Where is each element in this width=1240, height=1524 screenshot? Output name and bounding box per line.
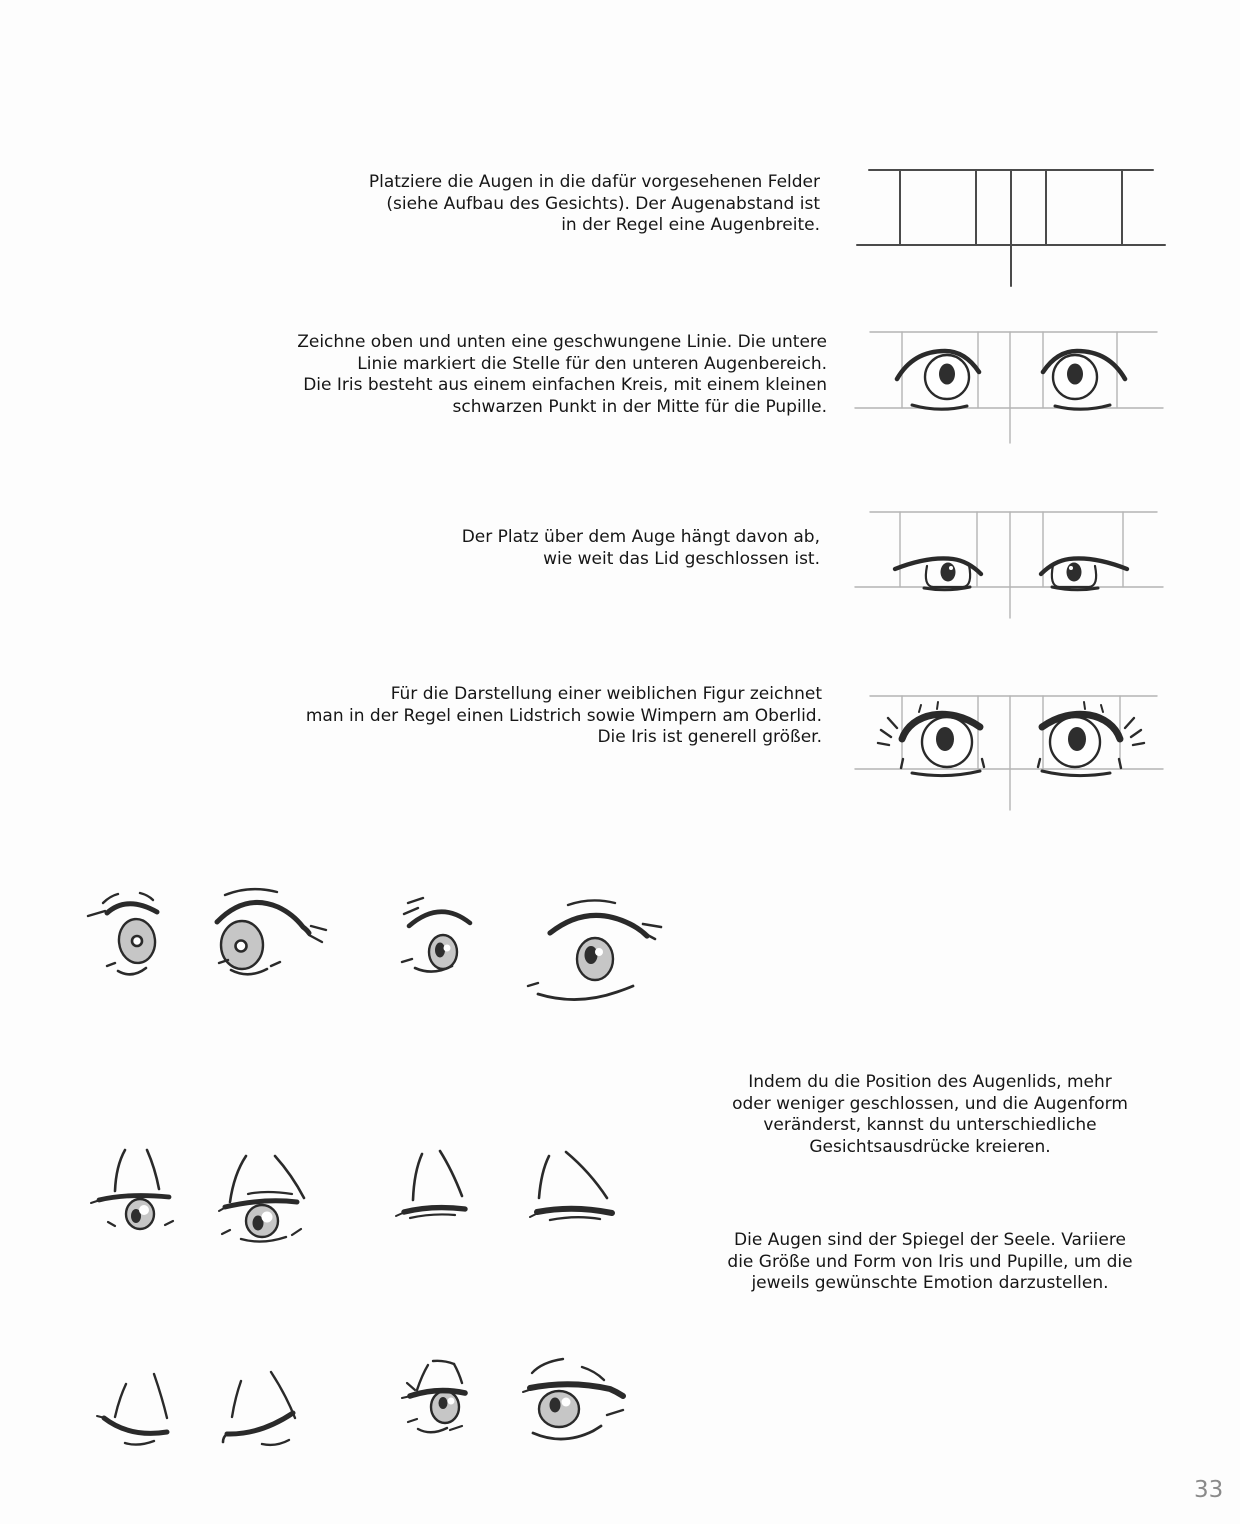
text-line: schwarzen Punkt in der Mitte für die Pupille. (452, 396, 827, 417)
text-line: Indem du die Position des Augenlids, mehr (748, 1072, 1112, 1092)
text-line: Gesichtsausdrücke kreieren. (809, 1136, 1051, 1157)
figure-lid-eye-3 (392, 1146, 477, 1226)
figure-basic-eyes (853, 325, 1173, 450)
caption-expressions (701, 1072, 1159, 1158)
text-line: Zeichne oben und unten eine geschwungene Linie. Die untere (297, 332, 827, 352)
text-line: Der Platz über dem Auge hängt davon ab, (461, 527, 820, 547)
figure-emotion-eye-1 (92, 1366, 182, 1451)
text-line: Linie markiert die Stelle für den unteren Augenbereich. (357, 353, 827, 374)
figure-expression-eye-4 (520, 893, 670, 1013)
figure-half-closed-eyes (853, 502, 1173, 627)
text-line: Platziere die Augen in die dafür vorgesehenen Felder (368, 172, 820, 192)
text-line: jeweils gewünschte Emotion darzustellen. (751, 1273, 1109, 1293)
page-number: 33 (1194, 1477, 1224, 1503)
text-line: in der Regel eine Augenbreite. (561, 215, 820, 235)
caption-eye-placement (369, 172, 820, 237)
text-line: veränderst, kannst du unterschiedliche (763, 1115, 1097, 1135)
caption-female-eyes (306, 684, 822, 749)
figure-expression-eye-1 (82, 885, 192, 990)
text-line: Die Augen sind der Spiegel der Seele. Variiere (734, 1230, 1126, 1250)
figure-emotion-eye-2 (210, 1364, 305, 1449)
caption-curved-lines (297, 332, 827, 418)
figure-lid-eye-1 (88, 1142, 183, 1242)
figure-lid-eye-2 (218, 1148, 318, 1253)
text-line: die Größe und Form von Iris und Pupille, um die (727, 1251, 1133, 1272)
text-line: oder weniger geschlossen, und die Augenform (732, 1093, 1128, 1114)
figure-emotion-eye-4 (516, 1352, 631, 1452)
text-line: (siehe Aufbau des Gesichts). Der Augenabstand ist (386, 193, 820, 214)
figure-female-eyes (853, 685, 1173, 825)
figure-face-proportion-grid (850, 160, 1175, 295)
text-line: man in der Regel einen Lidstrich sowie Wimpern am Oberlid. (305, 705, 822, 726)
figure-lid-eye-4 (528, 1146, 623, 1231)
figure-expression-eye-3 (395, 890, 485, 985)
text-line: wie weit das Lid geschlossen ist. (543, 548, 820, 569)
caption-lid-space (462, 527, 820, 570)
figure-emotion-eye-3 (398, 1355, 478, 1440)
text-line: Für die Darstellung einer weiblichen Figur zeichnet (390, 684, 822, 704)
text-line: Die Iris ist generell größer. (597, 727, 822, 747)
figure-expression-eye-2 (195, 880, 335, 990)
caption-emotions (701, 1230, 1159, 1295)
text-line: Die Iris besteht aus einem einfachen Kreis, mit einem kleinen (303, 375, 827, 395)
